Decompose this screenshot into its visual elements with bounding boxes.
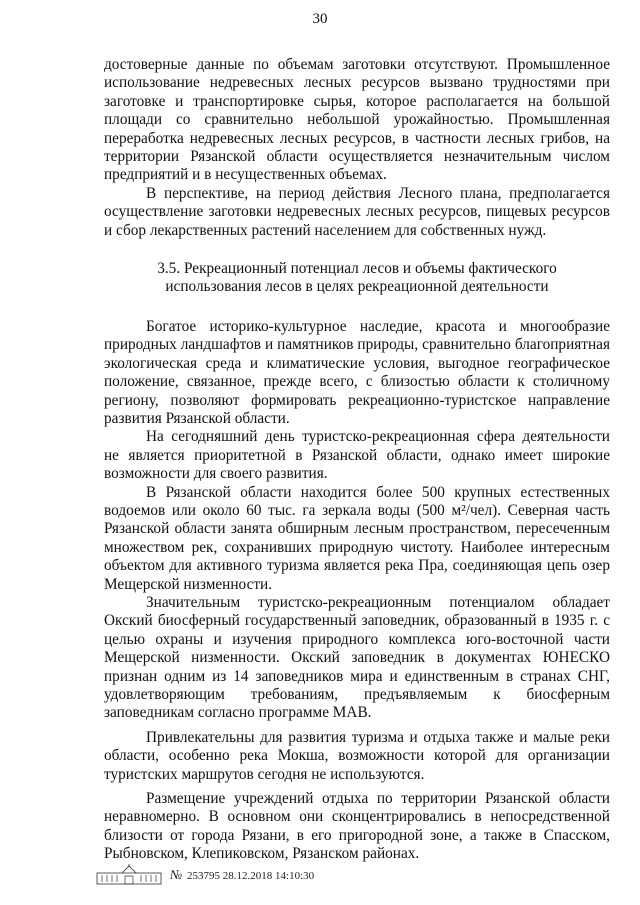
paragraph-continued: достоверные данные по объемам заготовки отсутствуют. Промышленное использование недревесных лесных ресурсов вызвано трудностями при заготовке и транспортировке сырья, которое располагается на большой площади со сравнительно небольшой урожайностью. Промышленная переработка недревесных лесных ресурсов, в частности лесных грибов, на территории Рязанской области осуществляется незначительным числом предприятий и в несущественных объемах. [104, 56, 610, 184]
paragraph-current-state: На сегодняшний день туристско-рекреационная сфера деятельности не является приоритетной в Рязанской области, однако имеет широкие возможности для своего развития. [104, 428, 610, 483]
section-heading [104, 260, 610, 297]
page-number: 30 [312, 11, 328, 27]
government-building-icon [96, 864, 162, 886]
paragraph-small-rivers: Привлекательны для развития туризма и отдыха также и малые реки области, особенно река Мокша, возможности которой для организации туристских маршрутов сегодня не используются. [104, 728, 610, 783]
paragraph-water-bodies: В Рязанской области находится более 500 крупных естественных водоемов или около 60 тыс. га зеркала воды (500 м²/чел). Северная часть Рязанской области занята обширным лесным пространством, пересеченным множеством рек, сохранивших природную чистоту. Наиболее интересным объектом для активного туризма является река Пра, соединяющая цепь озер Мещерской низменности. [104, 483, 610, 593]
section-heading-line-1: 3.5. Рекреационный потенциал лесов и объемы фактического [157, 260, 557, 278]
document-stamp-text: 253795 28.12.2018 14:10:30 [187, 870, 315, 882]
document-body [104, 56, 610, 864]
number-sign: № [170, 867, 183, 882]
paragraph-heritage: Богатое историко-культурное наследие, красота и многообразие природных ландшафтов и памятников природы, сравнительно благоприятная экологическая среда и климатические условия, выгодное географическое положение, связанное, прежде всего, с близостью области к столичному региону, позволяют формировать рекреационно-туристское направление развития Рязанской области. [104, 317, 610, 427]
document-footer [96, 864, 314, 886]
paragraph-oksky-reserve: Значительным туристско-рекреационным потенциалом обладает Окский биосферный государственный заповедник, образованный в 1935 г. с целью охраны и изучения природного комплекса юго-восточной части Мещерской низменности. Окский заповедник в документах ЮНЕСКО признан одним из 14 заповедников мира и единственным в странах СНГ, удовлетворяющим требованиям, предъявляемым к биосферным заповедникам согласно программе МАВ. [104, 593, 610, 722]
paragraph-recreation-facilities: Размещение учреждений отдыха по территории Рязанской области неравномерно. В основном они сконцентрировались в непосредственной близости от города Рязани, в его пригородной зоне, а также в Спасском, Рыбновском, Клепиковском, Рязанском районах. [104, 790, 610, 863]
paragraph-perspective: В перспективе, на период действия Лесного плана, предполагается осуществление заготовки недревесных лесных ресурсов, пищевых ресурсов и сбор лекарственных растений населением для собственных нужд. [104, 184, 610, 239]
document-stamp [170, 867, 314, 883]
section-heading-line-2: использования лесов в целях рекреационной деятельности [165, 278, 549, 296]
